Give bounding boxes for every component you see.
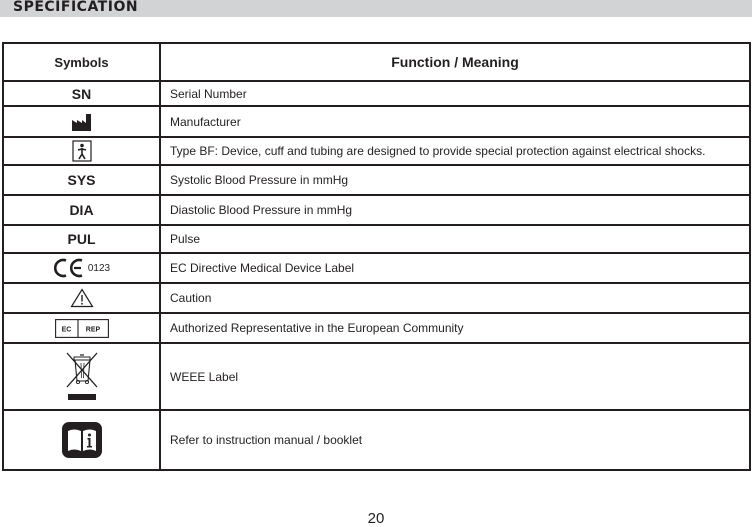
meaning-cell: Type BF: Device, cuff and tubing are designed to provide special protection against electrical shocks. bbox=[160, 137, 750, 165]
column-header-function: Function / Meaning bbox=[160, 43, 750, 81]
table-row bbox=[3, 283, 750, 313]
symbol-cell bbox=[3, 283, 160, 313]
table-row bbox=[3, 253, 750, 283]
symbol-cell: SYS bbox=[3, 165, 160, 195]
notified-body-number: 0123 bbox=[87, 262, 111, 274]
meaning-cell: EC Directive Medical Device Label bbox=[160, 253, 750, 283]
meaning-cell: Systolic Blood Pressure in mmHg bbox=[160, 165, 750, 195]
meaning-cell: Authorized Representative in the European Community bbox=[160, 313, 750, 343]
specification-table bbox=[2, 42, 751, 471]
symbol-cell bbox=[3, 313, 160, 343]
ec-rep-ec-label: EC bbox=[61, 326, 71, 333]
table-row bbox=[3, 106, 750, 137]
meaning-cell: Refer to instruction manual / booklet bbox=[160, 410, 750, 470]
table-row bbox=[3, 165, 750, 195]
table-header-row bbox=[3, 43, 750, 81]
column-header-symbols: Symbols bbox=[3, 43, 160, 81]
table-row bbox=[3, 225, 750, 253]
ce-mark-icon bbox=[53, 258, 85, 278]
caution-icon bbox=[70, 288, 94, 308]
instruction-manual-icon bbox=[61, 421, 103, 459]
table-row bbox=[3, 195, 750, 225]
symbol-cell: PUL bbox=[3, 225, 160, 253]
symbol-cell bbox=[3, 106, 160, 137]
symbol-cell bbox=[3, 343, 160, 410]
meaning-cell: WEEE Label bbox=[160, 343, 750, 410]
meaning-cell: Manufacturer bbox=[160, 106, 750, 137]
ec-rep-rep-label: REP bbox=[85, 326, 100, 333]
meaning-cell: Serial Number bbox=[160, 81, 750, 106]
symbol-cell bbox=[3, 137, 160, 165]
ec-rep-icon bbox=[55, 319, 109, 338]
symbol-cell bbox=[3, 410, 160, 470]
table-row bbox=[3, 313, 750, 343]
meaning-cell: Pulse bbox=[160, 225, 750, 253]
symbol-cell bbox=[3, 253, 160, 283]
page-number: 20 bbox=[367, 510, 385, 527]
symbol-cell: DIA bbox=[3, 195, 160, 225]
table-row bbox=[3, 343, 750, 410]
meaning-cell: Diastolic Blood Pressure in mmHg bbox=[160, 195, 750, 225]
manufacturer-icon bbox=[71, 112, 93, 132]
weee-icon bbox=[62, 350, 102, 404]
table-row bbox=[3, 137, 750, 165]
meaning-cell: Caution bbox=[160, 283, 750, 313]
page-title: SPECIFICATION bbox=[13, 0, 139, 15]
table-row bbox=[3, 410, 750, 470]
table-row bbox=[3, 81, 750, 106]
type-bf-icon bbox=[72, 140, 92, 162]
symbol-cell: SN bbox=[3, 81, 160, 106]
